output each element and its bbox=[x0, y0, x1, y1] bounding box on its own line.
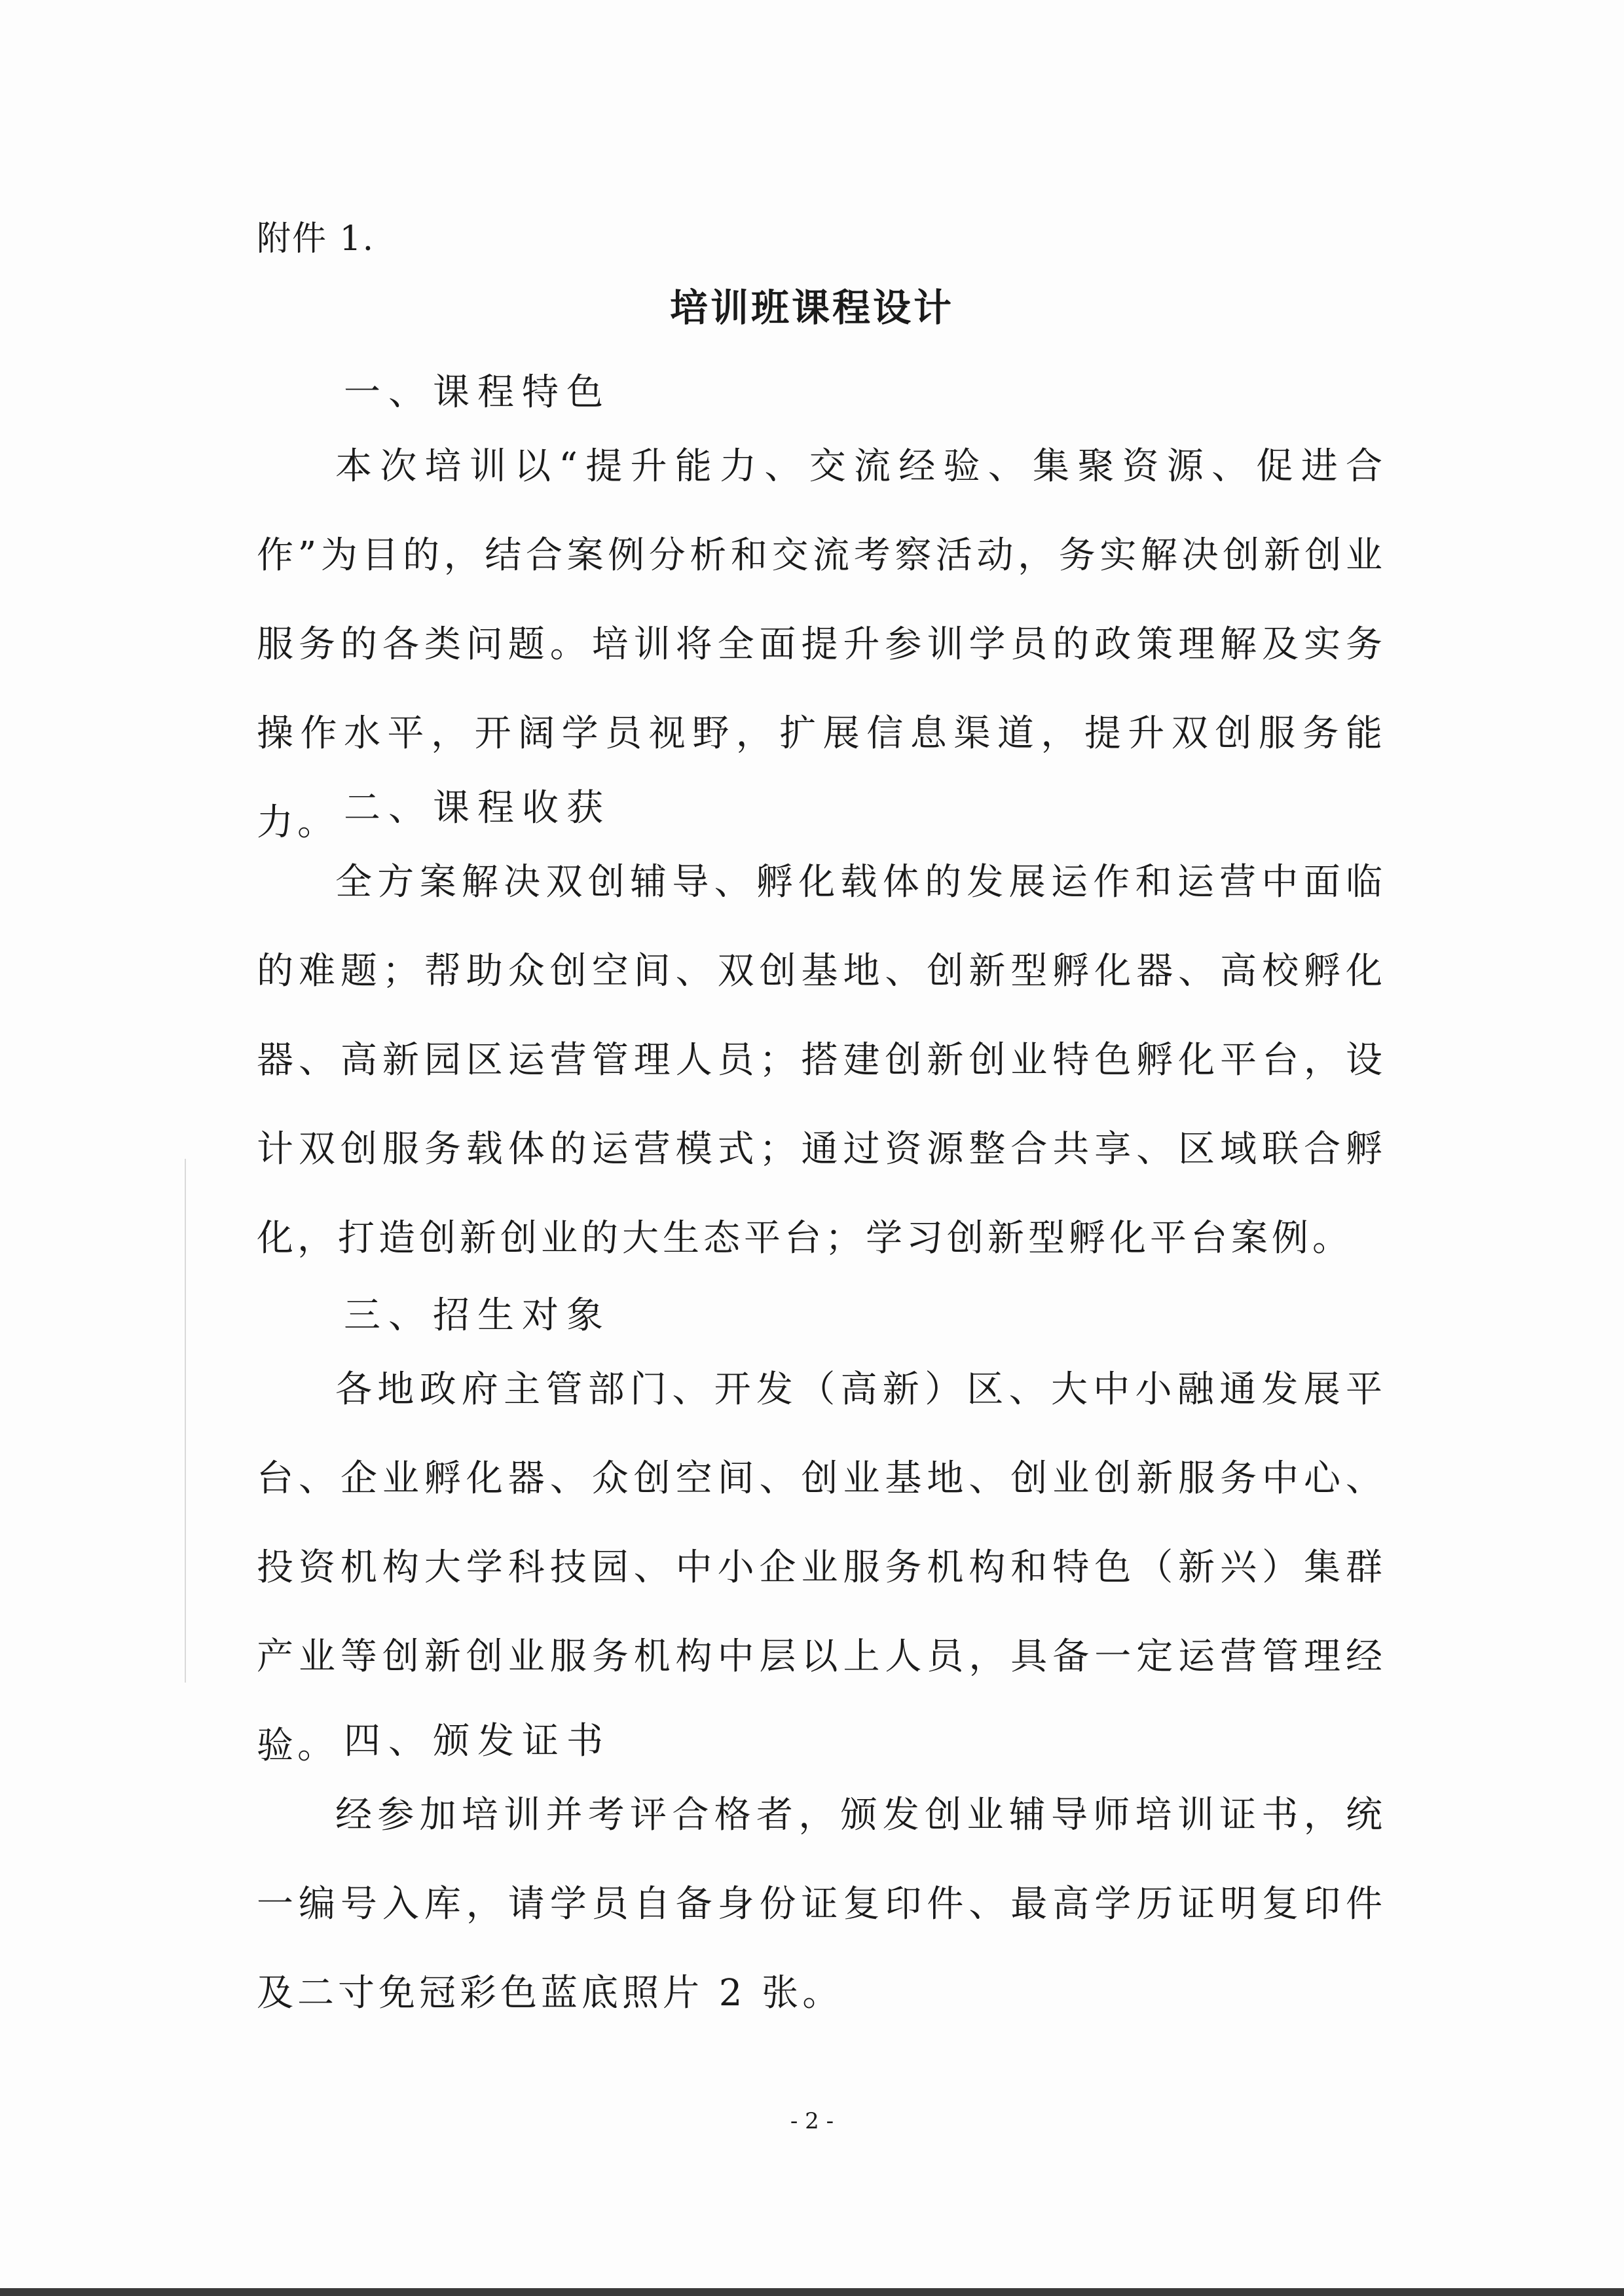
section-heading-outcomes: 二、课程收获 bbox=[344, 787, 611, 829]
page-number: - 2 - bbox=[790, 2108, 834, 2134]
section-body-certificate: 经参加培训并考评合格者，颁发创业辅导师培训证书，统一编号入库，请学员自备身份证复印件、最高学历证明复印件及二寸免冠彩色蓝底照片 2 张。 bbox=[257, 1794, 1386, 2014]
section-heading-certificate: 四、颁发证书 bbox=[344, 1720, 611, 1762]
section-body-outcomes: 全方案解决双创辅导、孵化载体的发展运作和运营中面临的难题；帮助众创空间、双创基地、创新型孵化器、高校孵化器、高新园区运营管理人员；搭建创新创业特色孵化平台，设计双创服务载体的运营模式；通过资源整合共享、区域联合孵化，打造创新创业的大生态平台；学习创新型孵化平台案例。 bbox=[257, 861, 1386, 1260]
document-title: 培训班课程设计 bbox=[669, 285, 954, 330]
scan-bottom-edge bbox=[0, 2288, 1624, 2296]
section-body-features: 本次培训以“提升能力、交流经验、集聚资源、促进合作”为目的，结合案例分析和交流考察活动，务实解决创新创业服务的各类问题。培训将全面提升参训学员的政策理解及实务操作水平，开阔学员视野，扩展信息渠道，提升双创服务能力。 bbox=[257, 445, 1386, 844]
attachment-label: 附件 1. bbox=[257, 219, 375, 259]
section-body-enrollment: 各地政府主管部门、开发（高新）区、大中小融通发展平台、企业孵化器、众创空间、创业基地、创业创新服务中心、投资机构大学科技园、中小企业服务机构和特色（新兴）集群产业等创新创业服务机构中层以上人员，具备一定运营管理经验。 bbox=[257, 1368, 1386, 1767]
scan-artifact-line bbox=[185, 1159, 186, 1683]
section-heading-enrollment: 三、招生对象 bbox=[344, 1294, 611, 1337]
section-heading-features: 一、课程特色 bbox=[344, 371, 611, 414]
